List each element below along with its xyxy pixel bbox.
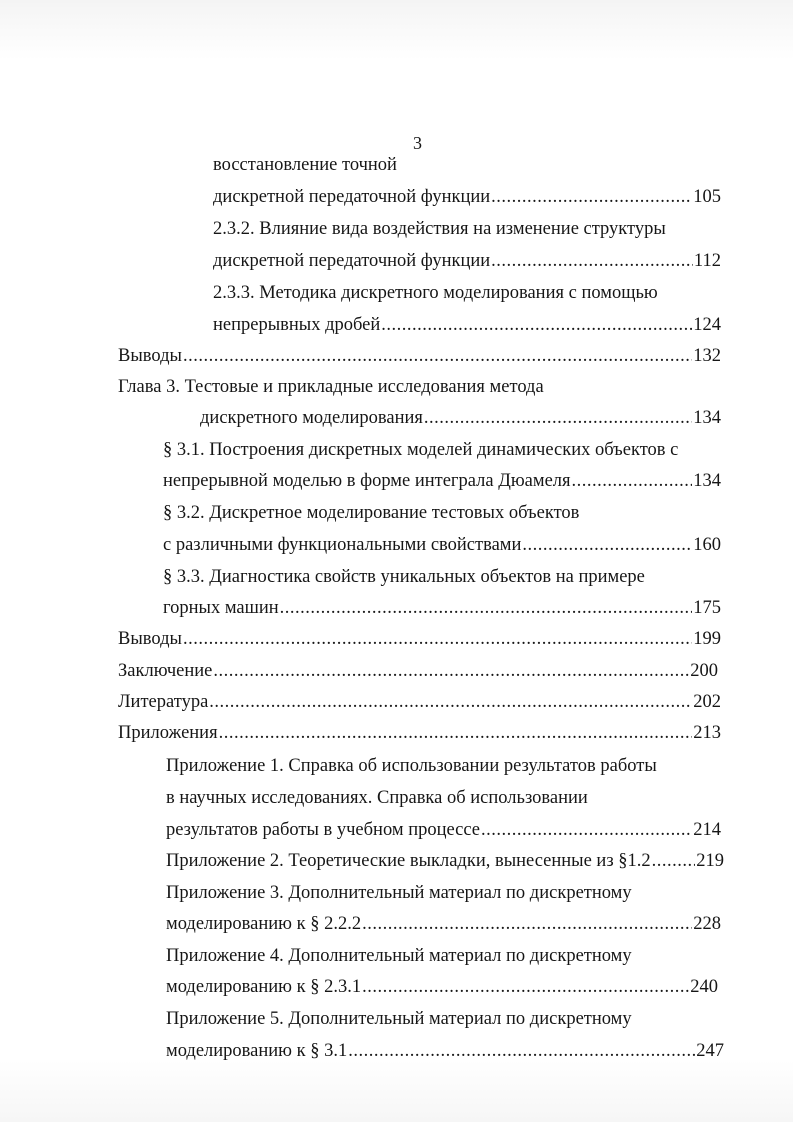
toc-text: Литература — [118, 692, 209, 712]
toc-page: 134 — [693, 408, 721, 428]
leader-dots — [209, 689, 692, 715]
toc-line — [166, 943, 632, 969]
toc-text: моделированию к § 3.1 — [166, 1041, 348, 1061]
leader-dots — [183, 626, 692, 652]
leader-dots — [491, 184, 692, 210]
toc-entry — [166, 848, 724, 874]
toc-line — [166, 880, 632, 906]
toc-page: 199 — [693, 629, 721, 649]
toc-page: 175 — [693, 598, 721, 618]
leader-dots — [481, 817, 692, 843]
leader-dots — [183, 343, 692, 369]
toc-page: 200 — [690, 661, 718, 681]
toc-text: моделированию к § 2.3.1 — [166, 977, 362, 997]
toc-page: 105 — [693, 187, 721, 207]
toc-page: 240 — [690, 977, 718, 997]
leader-dots — [381, 312, 692, 338]
toc-text: результатов работы в учебном процессе — [166, 820, 481, 840]
toc-entry — [118, 343, 721, 369]
toc-entry — [200, 405, 721, 431]
toc-text: § 3.1. Построения дискретных моделей динамических объектов с — [163, 440, 679, 460]
leader-dots — [424, 405, 692, 431]
toc-text: моделированию к § 2.2.2 — [166, 914, 362, 934]
toc-text: непрерывной моделью в форме интеграла Дюамеля — [163, 471, 571, 491]
toc-entry — [163, 468, 721, 494]
toc-page: 213 — [693, 723, 721, 743]
toc-line — [213, 152, 397, 178]
toc-text: Приложение 1. Справка об использовании результатов работы — [166, 756, 657, 776]
toc-entry — [163, 532, 721, 558]
page-number: 3 — [413, 133, 422, 153]
leader-dots — [572, 468, 693, 494]
toc-page: 219 — [696, 851, 724, 871]
toc-text: Приложение 2. Теоретические выкладки, вынесенные из §1.2 — [166, 851, 651, 871]
toc-page: 124 — [693, 315, 721, 335]
leader-dots — [491, 248, 693, 274]
toc-text: с различными функциональными свойствами — [163, 535, 522, 555]
toc-entry — [166, 974, 718, 1000]
toc-entry — [213, 312, 721, 338]
toc-entry — [213, 248, 721, 274]
toc-line — [166, 753, 657, 779]
toc-entry — [118, 720, 721, 746]
toc-page: 202 — [693, 692, 721, 712]
toc-line — [163, 437, 678, 463]
leader-dots — [348, 1038, 695, 1064]
toc-text: Выводы — [118, 346, 182, 366]
toc-text: Выводы — [118, 629, 182, 649]
leader-dots — [362, 911, 692, 937]
toc-page: 228 — [693, 914, 721, 934]
toc-text: § 3.3. Диагностика свойств уникальных объектов на примере — [163, 567, 645, 587]
toc-text: § 3.2. Дискретное моделирование тестовых объектов — [163, 503, 580, 523]
toc-text: в научных исследованиях. Справка об использовании — [166, 788, 588, 808]
toc-entry — [118, 626, 721, 652]
toc-entry — [163, 595, 721, 621]
toc-line — [118, 374, 544, 400]
toc-text: Заключение — [118, 661, 213, 681]
leader-dots — [652, 848, 696, 874]
toc-page: 134 — [693, 471, 721, 491]
toc-entry — [166, 1038, 724, 1064]
toc-entry — [166, 911, 721, 937]
toc-line — [213, 280, 658, 306]
toc-line — [163, 564, 645, 590]
toc-entry — [118, 689, 721, 715]
toc-text: дискретной передаточной функции — [213, 251, 491, 271]
toc-text: Глава 3. Тестовые и прикладные исследования метода — [118, 377, 544, 397]
toc-text: восстановление точной — [213, 155, 397, 175]
toc-page: 247 — [696, 1041, 724, 1061]
toc-text: Приложение 4. Дополнительный материал по дискретному — [166, 946, 632, 966]
leader-dots — [280, 595, 693, 621]
leader-dots — [362, 974, 689, 1000]
toc-text: 2.3.3. Методика дискретного моделирования с помощью — [213, 283, 658, 303]
toc-text: 2.3.2. Влияние вида воздействия на изменение структуры — [213, 219, 666, 239]
toc-entry — [118, 658, 718, 684]
leader-dots — [219, 720, 693, 746]
toc-entry — [213, 184, 721, 210]
toc-text: Приложение 3. Дополнительный материал по дискретному — [166, 883, 632, 903]
toc-text: горных машин — [163, 598, 279, 618]
toc-line — [163, 500, 579, 526]
toc-page: 132 — [693, 346, 721, 366]
toc-text: Приложение 5. Дополнительный материал по дискретному — [166, 1009, 632, 1029]
toc-page: 214 — [693, 820, 721, 840]
toc-text: Приложения — [118, 723, 218, 743]
toc-line — [213, 216, 666, 242]
toc-entry — [166, 817, 721, 843]
toc-text: непрерывных дробей — [213, 315, 381, 335]
toc-text: дискретной передаточной функции — [213, 187, 491, 207]
toc-text: дискретного моделирования — [200, 408, 423, 428]
toc-page: 112 — [693, 251, 721, 271]
leader-dots — [213, 658, 689, 684]
toc-line — [166, 1006, 632, 1032]
leader-dots — [522, 532, 692, 558]
toc-page: 160 — [693, 535, 721, 555]
toc-line — [166, 785, 588, 811]
